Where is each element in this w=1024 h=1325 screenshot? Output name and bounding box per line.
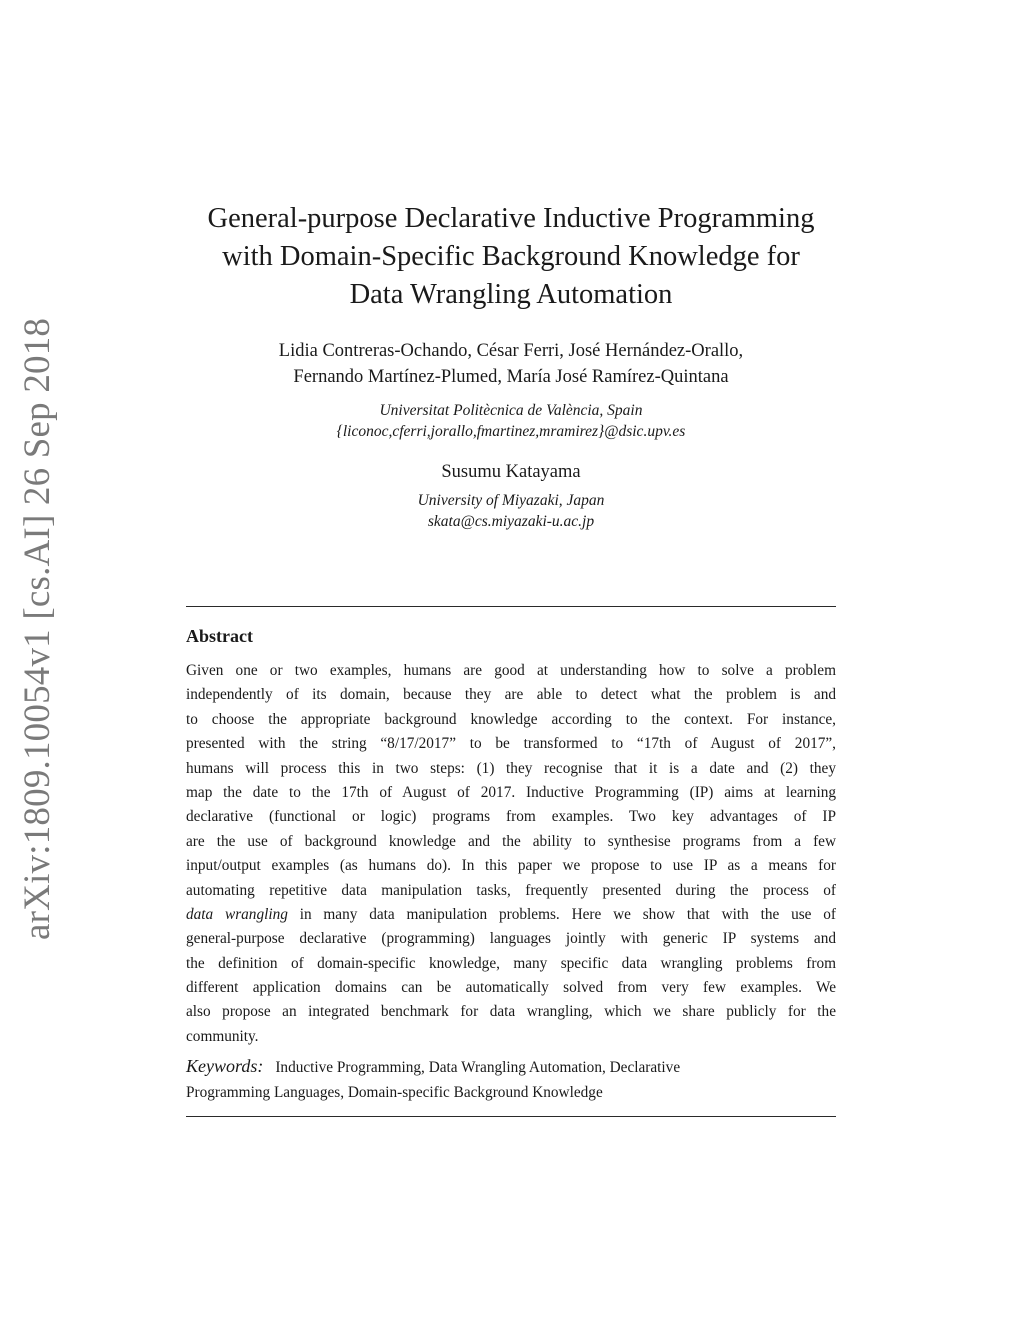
author-katayama: Susumu Katayama bbox=[441, 462, 581, 482]
affiliation-miyazaki bbox=[150, 490, 872, 532]
keywords-label: Keywords: bbox=[186, 1056, 264, 1076]
abstract-top-rule bbox=[186, 606, 836, 607]
abstract-line: community. bbox=[186, 1027, 259, 1045]
keywords-line: Inductive Programming, Data Wrangling Automation, Declarative bbox=[275, 1059, 681, 1076]
author-line: Lidia Contreras-Ochando, César Ferri, José Hernández-Orallo, bbox=[278, 341, 744, 361]
abstract-line: independently of its domain, because they are able to detect what the problem is and bbox=[186, 686, 836, 704]
arxiv-identifier: arXiv:1809.10054v1 [cs.AI] 26 Sep 2018 bbox=[17, 317, 58, 940]
abstract-heading: Abstract bbox=[186, 626, 253, 646]
affiliation-upv bbox=[150, 400, 872, 442]
affiliation-institution: University of Miyazaki, Japan bbox=[417, 492, 605, 509]
title-line: with Domain-Specific Background Knowledge for bbox=[222, 241, 800, 272]
author-line: Fernando Martínez-Plumed, María José Ramírez-Quintana bbox=[293, 367, 729, 387]
emphasis-data-wrangling: data wrangling bbox=[186, 905, 288, 923]
paper-title bbox=[150, 200, 872, 314]
affiliation-institution: Universitat Politècnica de València, Spain bbox=[379, 402, 643, 419]
abstract-line: the definition of domain-specific knowledge, many specific data wrangling problems from bbox=[186, 954, 836, 972]
affiliation-emails: {liconoc,cferri,jorallo,fmartinez,mramirez}@dsic.upv.es bbox=[336, 423, 686, 440]
abstract-line: are the use of background knowledge and the ability to synthesise programs from a few bbox=[186, 832, 836, 850]
author-list bbox=[150, 338, 872, 390]
abstract-line: presented with the string “8/17/2017” to be transformed to “17th of August of 2017”, bbox=[186, 735, 836, 753]
abstract-line: also propose an integrated benchmark for data wrangling, which we share publicly for the bbox=[186, 1003, 836, 1021]
abstract-line: different application domains can be automatically solved from very few examples. We bbox=[186, 979, 836, 997]
abstract-line bbox=[186, 903, 836, 927]
abstract-line: map the date to the 17th of August of 2017. Inductive Programming (IP) aims at learning bbox=[186, 783, 836, 801]
abstract-line: declarative (functional or logic) programs from examples. Two key advantages of IP bbox=[186, 808, 836, 826]
abstract-line-rest: in many data manipulation problems. Here we show that with the use of bbox=[287, 905, 837, 923]
abstract-line: automating repetitive data manipulation tasks, frequently presented during the process of bbox=[186, 881, 836, 899]
abstract-line: general-purpose declarative (programming) languages jointly with generic IP systems and bbox=[186, 930, 836, 948]
affiliation-email: skata@cs.miyazaki-u.ac.jp bbox=[427, 513, 595, 530]
abstract-line: humans will process this in two steps: (1) they recognise that it is a date and (2) they bbox=[186, 759, 836, 777]
abstract-bottom-rule bbox=[186, 1116, 836, 1117]
abstract-line: Given one or two examples, humans are good at understanding how to solve a problem bbox=[186, 662, 836, 679]
abstract-line: to choose the appropriate background knowledge according to the context. For instance, bbox=[186, 710, 836, 728]
abstract-line: input/output examples (as humans do). In this paper we propose to use IP as a means for bbox=[186, 857, 836, 875]
title-line: General-purpose Declarative Inductive Programming bbox=[207, 203, 815, 234]
keywords-block bbox=[186, 1054, 836, 1105]
keywords-line: Programming Languages, Domain-specific Background Knowledge bbox=[186, 1084, 603, 1101]
title-line: Data Wrangling Automation bbox=[349, 279, 673, 310]
abstract-text bbox=[186, 659, 836, 1049]
